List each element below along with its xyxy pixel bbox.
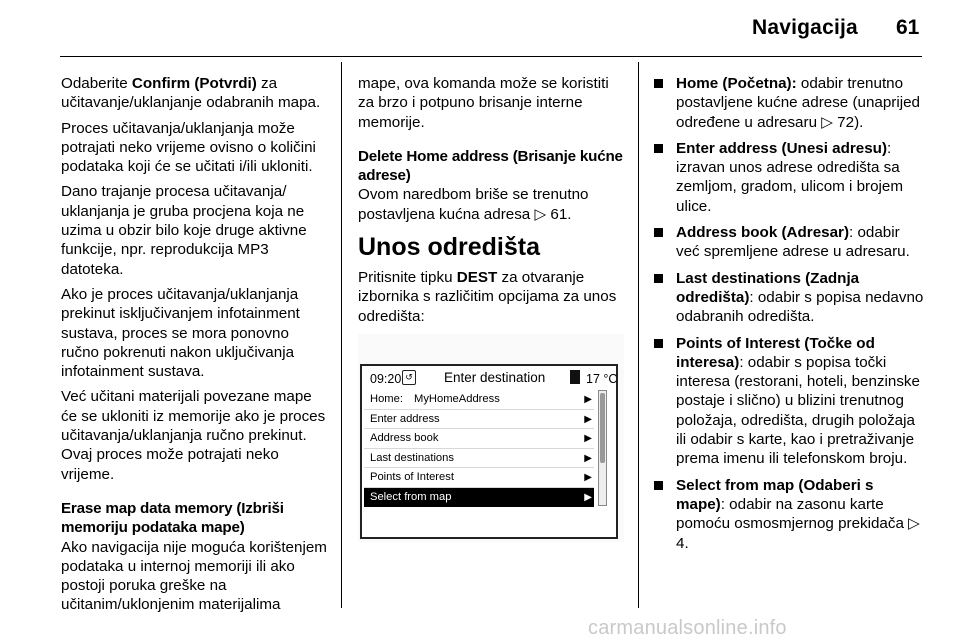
column-2 [358, 74, 624, 332]
destination-menu [364, 390, 614, 507]
list-item: Enter address (Unesi adresu): izravan unos adrese odredišta sa zemljom, gradom, ulicom i brojem ulice. [654, 139, 924, 216]
paragraph: mape, ova komanda može se koristiti za brzo i potpuno brisanje interne memorije. [358, 75, 609, 131]
paragraph: Odaberite Confirm (Potvrdi) za učitavanje/uklanjanje odabranih mapa. [61, 75, 321, 112]
chevron-right-icon: ▶ [584, 472, 592, 483]
menu-item-enter-address: Enter address ▶ [364, 410, 594, 430]
subheading: Erase map data memory (Izbriši memoriju podataka mape) [61, 499, 284, 537]
watermark: carmanualsonline.info [588, 617, 787, 639]
list-item: Points of Interest (Točke od interesa): odabir s popisa točki interesa (restorani, hoteli, benzinske postaje i slično) u blizini trenutnog položaja, odredišta, drugih položaja ili odabir s karte, kao i pretraživanje prema imenu ili telefonskom broju. [654, 334, 924, 469]
page-number: 61 [896, 16, 920, 39]
page-ref-arrow-icon: ▷ [908, 515, 920, 533]
column-1 [61, 74, 327, 621]
list-item: Select from map (Odaberi s mape): odabir na zasonu karte pomoću osmosmjernog prekidača ▷ 4. [654, 476, 924, 553]
column-rule-2 [638, 62, 639, 608]
paragraph: Pritisnite tipku DEST za otvaranje izbornika s različitim opcijama za unos odredišta: [358, 269, 617, 325]
list-item: Home (Početna): odabir trenutno postavljene kućne adrese (unaprijed određene u adresaru ▷ 72). [654, 74, 924, 132]
temperature: 17 °C [586, 372, 618, 386]
paragraph: Proces učitavanja/uklanjanja može potrajati neko vrijeme ovisno o količini podataka koji će se učitati i/ili ukloniti. [61, 119, 316, 176]
menu-item-address-book: Address book ▶ [364, 429, 594, 449]
display-screenshot [358, 334, 624, 542]
column-rule-1 [341, 62, 342, 608]
chevron-right-icon: ▶ [584, 413, 592, 425]
list-item: Address book (Adresar): odabir već spremljene adrese u adresaru. [654, 223, 924, 262]
screen-title: Enter destination [444, 370, 546, 385]
paragraph: Ako navigacija nije moguća korištenjem podataka u internoj memoriji ili ako postoji poruka greške na učitanim/uklonjenim materijalima [61, 538, 327, 614]
page-ref-arrow-icon: ▷ [534, 205, 547, 223]
menu-item-home: Home: MyHomeAddress ▶ [364, 390, 594, 410]
back-icon: ↺ [402, 370, 416, 385]
screen-status-bar [368, 368, 618, 390]
page-ref-arrow-icon: ▷ [821, 113, 833, 131]
paragraph: Ako je proces učitavanja/uklanjanja prekinut isključivanjem infotainment sustava, proces se mora ponovno ručno pokrenuti nakon uključivanja infotainment sustava. [61, 285, 300, 381]
clock: 09:20 [370, 372, 402, 386]
phone-icon [570, 370, 580, 384]
menu-item-select-from-map: Select from map ▶ [364, 488, 594, 508]
paragraph: Ovom naredbom briše se trenutno postavljena kućna adresa ▷ 61. [358, 186, 589, 223]
menu-item-points-of-interest: Points of Interest ▶ [364, 468, 594, 488]
chevron-right-icon: ▶ [584, 394, 592, 405]
column-3 [654, 74, 924, 560]
list-item: Last destinations (Zadnja odredišta): odabir s popisa nedavno odabranih odredišta. [654, 269, 924, 327]
chevron-right-icon: ▶ [584, 452, 592, 464]
scrollbar [598, 390, 607, 506]
paragraph: Dano trajanje procesa učitavanja/ uklanjanja je gruba procjena koja ne uzima u obzir bilo koje druge aktivne funkcije, npr. reprodukcija MP3 datoteka. [61, 183, 307, 278]
chevron-right-icon: ▶ [584, 433, 592, 444]
paragraph: Već učitani materijali povezane mape će se ukloniti iz memorije ako je proces učitavanja/uklanjanja ručno prekinut. Ovaj proces može potrajati neko vrijeme. [61, 388, 326, 483]
option-list [654, 74, 924, 553]
section-title: Unos odredišta [358, 233, 540, 262]
subheading: Delete Home address (Brisanje kućne adrese) [358, 147, 623, 185]
scrollbar-thumb [600, 393, 605, 463]
header-rule [60, 56, 922, 57]
page-header-title: Navigacija [752, 16, 858, 39]
menu-item-last-destinations: Last destinations ▶ [364, 449, 594, 469]
chevron-right-icon: ▶ [584, 491, 592, 503]
